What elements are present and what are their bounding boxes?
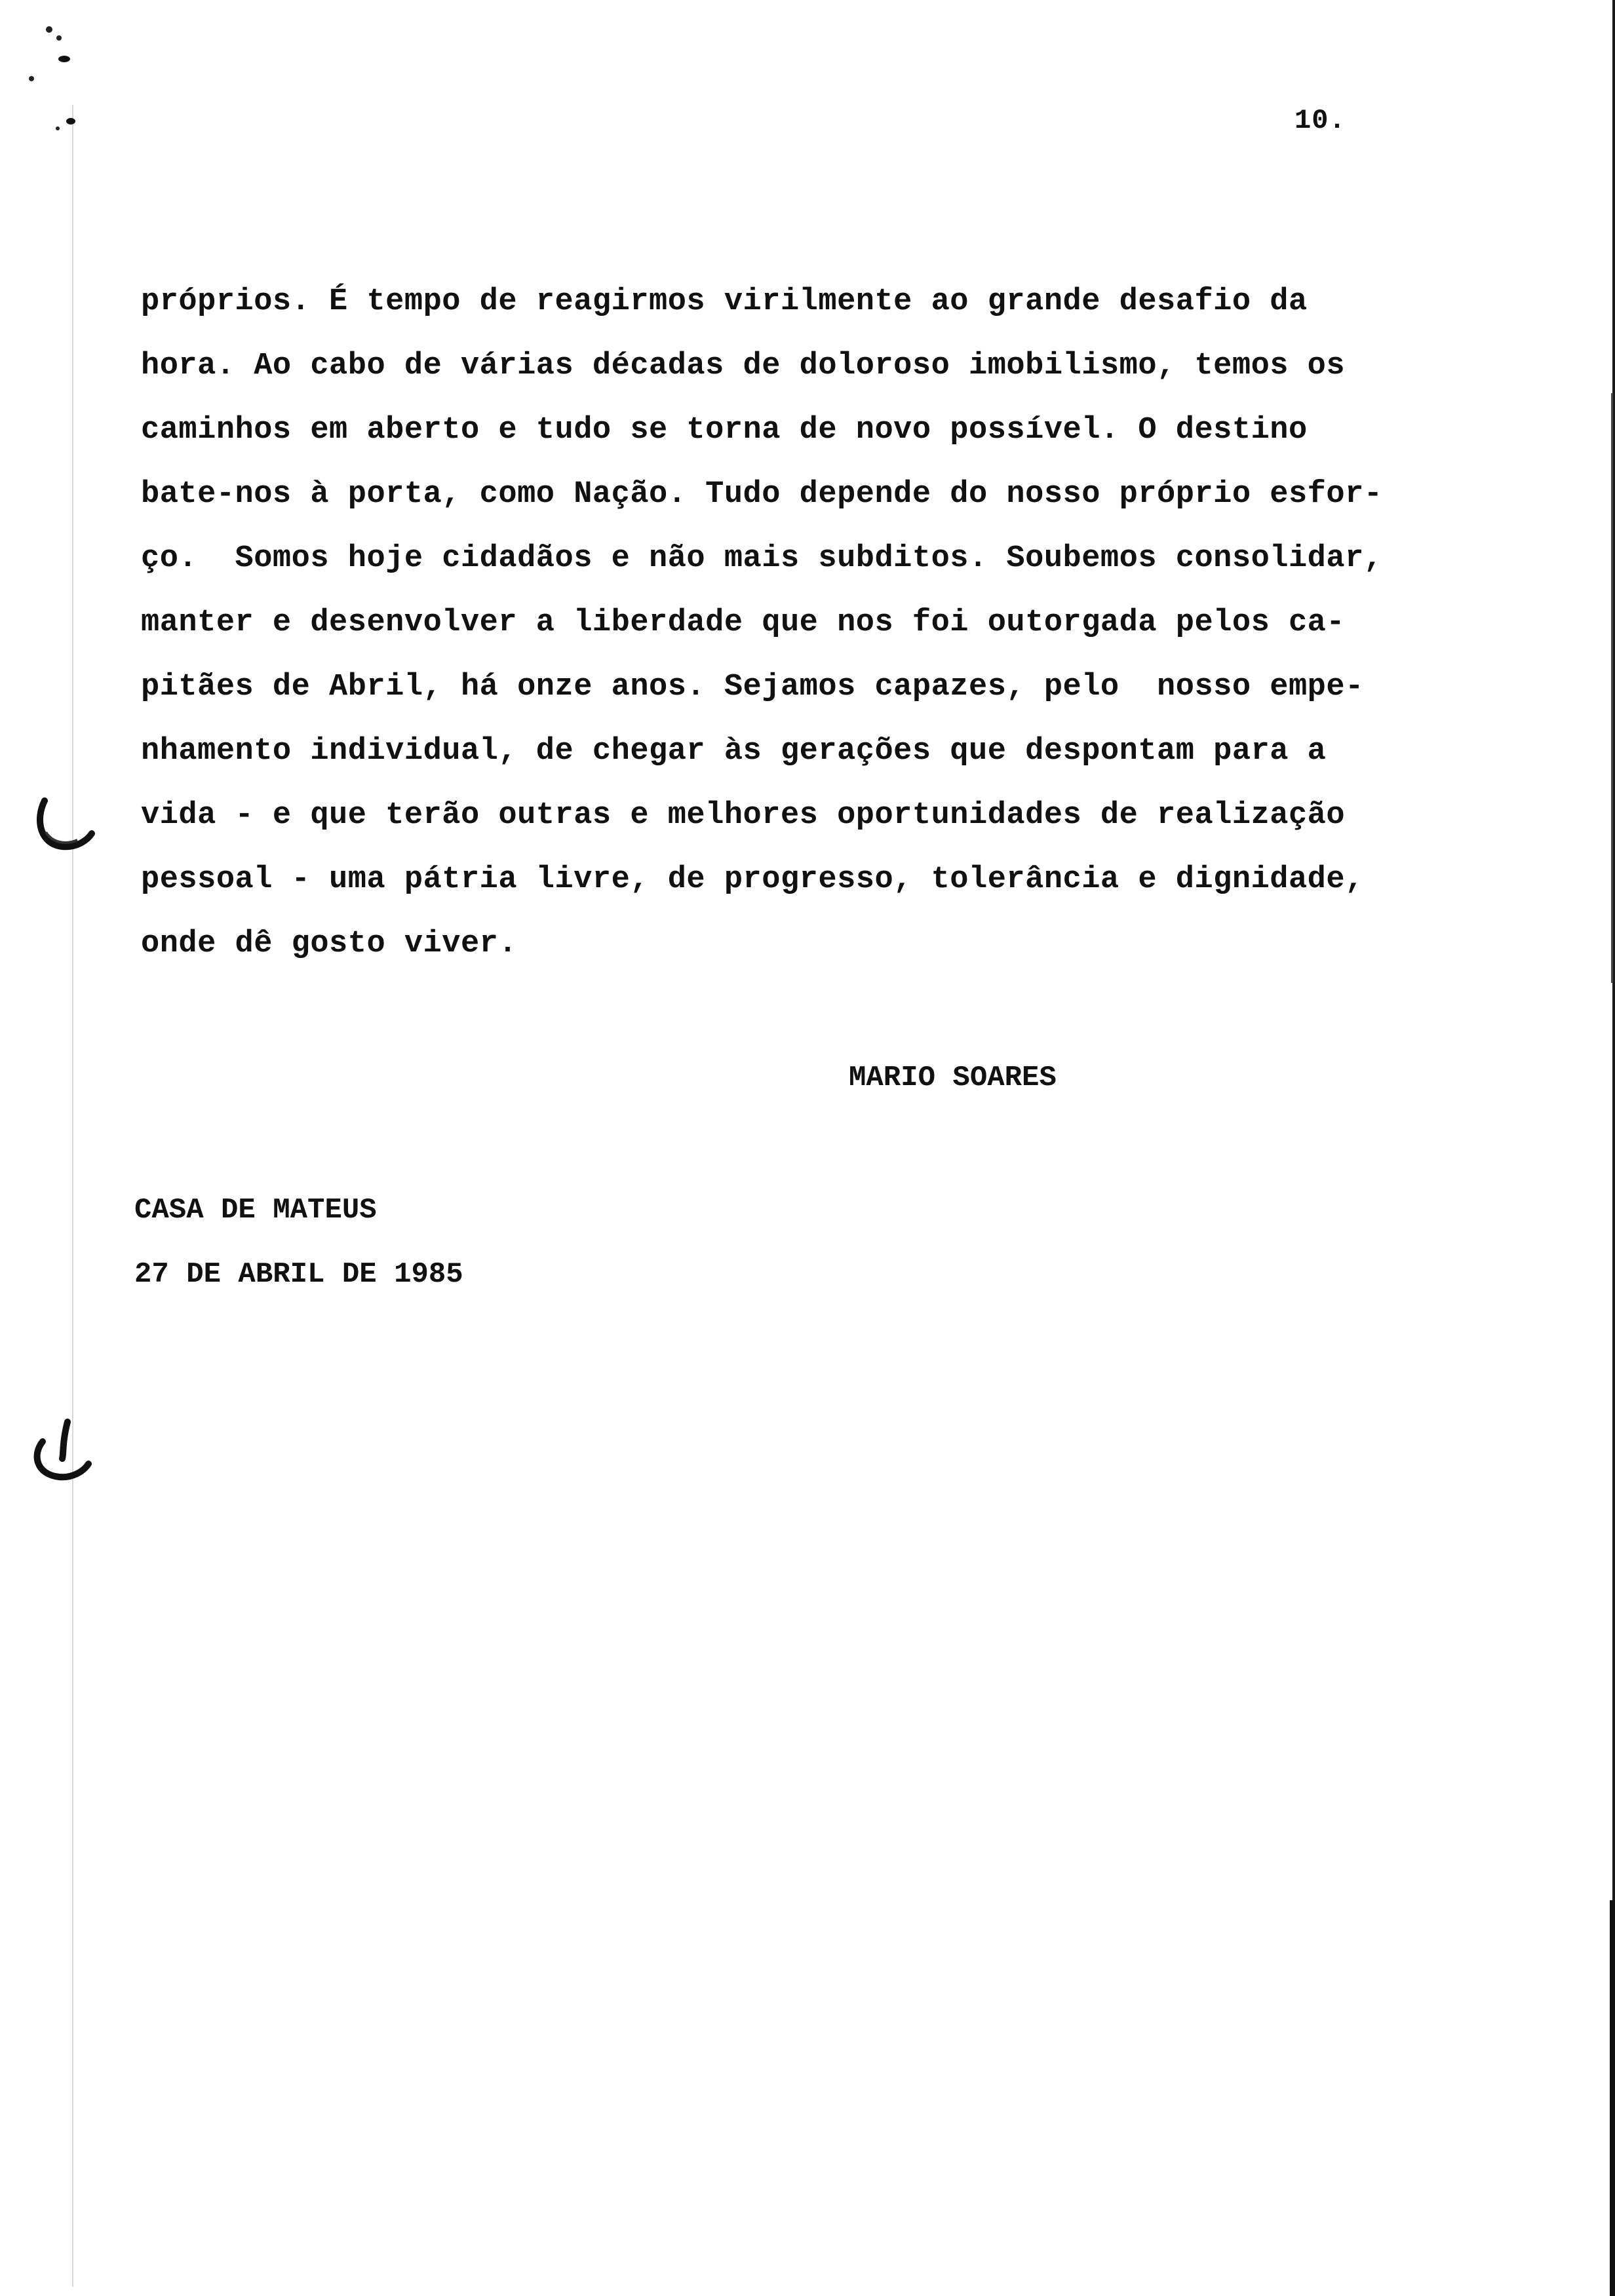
text-line: próprios. É tempo de reagirmos virilmente ao grande desafio da bbox=[141, 284, 1308, 319]
text-line: nhamento individual, de chegar às gerações que despontam para a bbox=[141, 734, 1327, 769]
scan-right-edge bbox=[1607, 0, 1615, 2296]
binding-edge-line bbox=[72, 105, 73, 2287]
text-line: onde dê gosto viver. bbox=[141, 927, 518, 961]
closing-place: CASA DE MATEUS bbox=[134, 1194, 377, 1227]
text-line: bate-nos à porta, como Nação. Tudo depende do nosso próprio esfor- bbox=[141, 477, 1383, 512]
text-line: hora. Ao cabo de várias décadas de doloroso imobilismo, temos os bbox=[141, 349, 1346, 383]
punch-hole-mark-upper bbox=[26, 793, 98, 858]
punch-hole-mark-lower bbox=[23, 1415, 95, 1487]
body-paragraph bbox=[141, 270, 1452, 976]
scan-speck-marks bbox=[20, 13, 79, 144]
text-line: caminhos em aberto e tudo se torna de novo possível. O destino bbox=[141, 413, 1308, 448]
signature-name: MARIO SOARES bbox=[849, 1062, 1057, 1094]
text-line: vida - e que terão outras e melhores oportunidades de realização bbox=[141, 798, 1346, 833]
text-line: ço. Somos hoje cidadãos e não mais subditos. Soubemos consolidar, bbox=[141, 541, 1383, 576]
text-line: manter e desenvolver a liberdade que nos foi outorgada pelos ca- bbox=[141, 605, 1346, 640]
closing-date: 27 DE ABRIL DE 1985 bbox=[134, 1258, 463, 1291]
text-line: pessoal - uma pátria livre, de progresso, tolerância e dignidade, bbox=[141, 862, 1364, 897]
text-line: pitães de Abril, há onze anos. Sejamos capazes, pelo nosso empe- bbox=[141, 670, 1364, 704]
page-number: 10. bbox=[1294, 105, 1346, 136]
